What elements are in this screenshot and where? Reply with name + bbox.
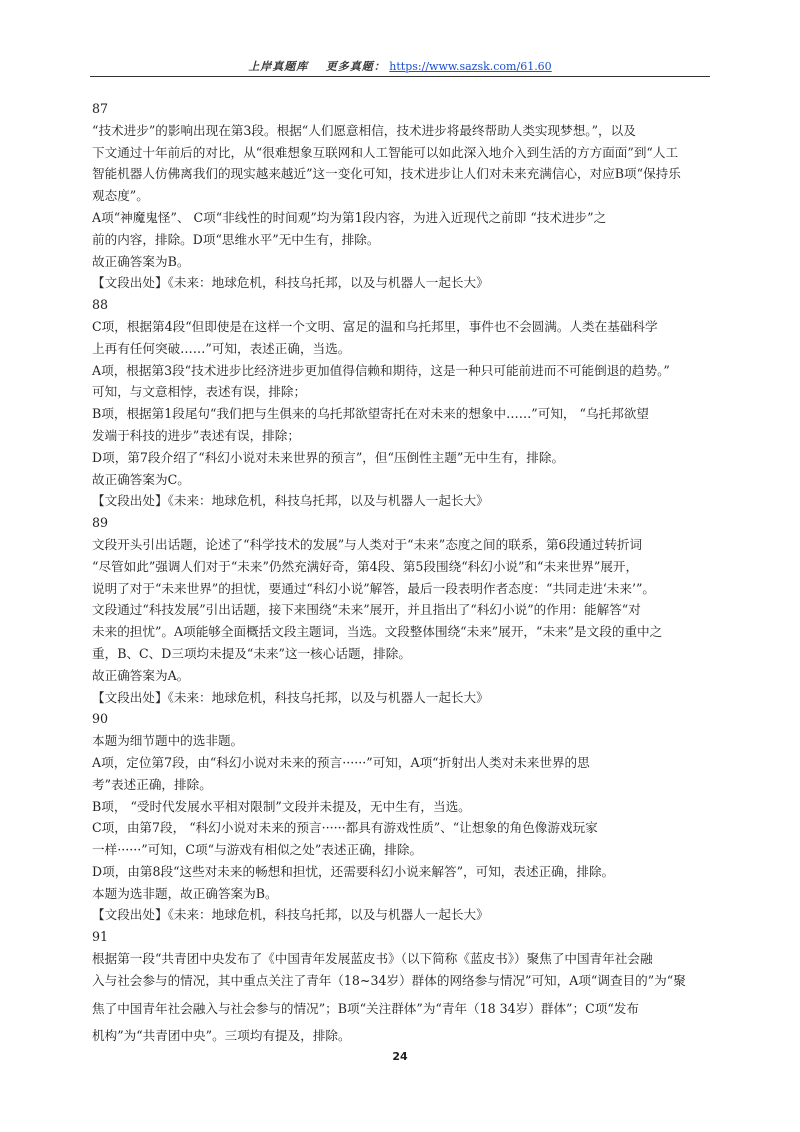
text-line: D项，由第8段“这些对未来的畅想和担忧，还需要科幻小说来解答”，可知，表述正确，排除。 (92, 863, 615, 879)
source-line: 【文段出处】《未来：地球危机，科技乌托邦，以及与机器人一起长大》 (92, 907, 489, 923)
text-line: A项，定位第7段，由“科幻小说对未来的预言······”可知，A项“折射出人类对未来世界的思 (92, 754, 590, 770)
text-line: 未来的担忧”。A项能够全面概括文段主题词，当选。文段整体围绕“未来”展开，“未来”是文段的重中之 (92, 624, 663, 640)
text-line: 机构”为“共青团中央”。三项均有提及，排除。 (92, 1028, 351, 1044)
text-line: 焦了中国青年社会融入与社会参与的情况”；B项“关注群体”为“青年（18 34岁）群体”；C项“发布 (92, 1000, 639, 1016)
text-line: 入与社会参与的情况，其中重点关注了青年（18~34岁）群体的网络参与情况”可知，A项“调查目的”为“聚 (92, 972, 686, 988)
page-number: 24 (392, 1050, 408, 1063)
header-link[interactable]: https://www.sazsk.com/61.60 (389, 60, 552, 73)
source-line: 【文段出处】《未来：地球危机，科技乌托邦，以及与机器人一起长大》 (92, 275, 489, 291)
text-line: 上再有任何突破……”可知，表述正确，当选。 (92, 340, 351, 356)
text-line: A项“神魔鬼怪”、 C项“非线性的时间观”均为第1段内容，为进入近现代之前即 “技术进步”之 (92, 209, 607, 225)
question-number: 91 (92, 929, 109, 945)
text-line: 下文通过十年前后的对比，从“很难想象互联网和人工智能可以如此深入地介入到生活的方方面面”到“人工 (92, 144, 679, 160)
text-line: 说明了对于“未来世界”的担忧，要通过“科幻小说”解答，最后一段表明作者态度：“共同走进‘未来’”。 (92, 580, 655, 596)
text-line: 本题为细节题中的选非题。 (92, 733, 244, 749)
header-brand: 上岸真题库 (248, 60, 309, 73)
header-more-label: 更多真题： (325, 60, 386, 73)
text-line: 文段通过“科技发展”引出话题，接下来围绕“未来”展开，并且指出了“科幻小说”的作用：能解答“对 (92, 602, 641, 618)
question-number: 90 (92, 711, 109, 727)
text-line: C项，由第7段， “科幻小说对未来的预言······都具有游戏性质”、“让想象的角色像游戏玩家 (92, 820, 598, 836)
text-line: A项，根据第3段“技术进步比经济进步更加值得信赖和期待，这是一种只可能前进而不可能倒退的趋势。” (92, 362, 670, 378)
source-line: 【文段出处】《未来：地球危机，科技乌托邦，以及与机器人一起长大》 (92, 689, 489, 705)
text-line: 可知，与文意相悖，表述有误，排除； (92, 384, 307, 400)
text-line: 文段开头引出话题，论述了“科学技术的发展”与人类对于“未来”态度之间的联系，第6段通过转折词 (92, 536, 643, 552)
text-line: 重，B、C、D三项均未提及“未来”这一核心话题，排除。 (92, 645, 411, 661)
text-line: 考”表述正确，排除。 (92, 776, 212, 792)
page-header (90, 58, 710, 77)
question-number: 88 (92, 297, 109, 313)
text-line: 一样······”可知，C项“与游戏有相似之处”表述正确，排除。 (92, 842, 423, 858)
text-line: D项，第7段介绍了“科幻小说对未来世界的预言”，但“压倒性主题”无中生有，排除。 (92, 449, 565, 465)
text-line: 发端于科技的进步”表述有误，排除； (92, 427, 300, 443)
text-line: “尽管如此”强调人们对于“未来”仍然充满好奇，第4段、第5段围绕“科幻小说”和“未来世界”展开， (92, 558, 639, 574)
text-line: 观态度”。 (92, 188, 149, 204)
answer-line: 本题为选非题，故正确答案为B。 (92, 885, 278, 901)
text-line: 智能机器人仿佛离我们的现实越来越近”这一变化可知，技术进步让人们对未来充满信心，对应B项“保持乐 (92, 166, 681, 182)
text-line: B项， “受时代发展水平相对限制”文段并未提及，无中生有，当选。 (92, 798, 471, 814)
answer-line: 故正确答案为A。 (92, 667, 190, 683)
answer-line: 故正确答案为B。 (92, 253, 190, 269)
question-number: 89 (92, 515, 109, 531)
answer-line: 故正确答案为C。 (92, 471, 190, 487)
source-line: 【文段出处】《未来：地球危机，科技乌托邦，以及与机器人一起长大》 (92, 493, 489, 509)
question-number: 87 (92, 101, 109, 116)
text-line: B项，根据第1段尾句“我们把与生俱来的乌托邦欲望寄托在对未来的想象中……”可知， “乌托邦欲望 (92, 406, 649, 422)
text-line: C项，根据第4段“但即使是在这样一个文明、富足的温和乌托邦里，事件也不会圆满。人类在基础科学 (92, 318, 658, 334)
text-line: 根据第一段“共青团中央发布了《中国青年发展蓝皮书》（以下简称《蓝皮书》）聚焦了中国青年社会融 (92, 951, 653, 967)
text-line: 前的内容，排除。D项“思维水平”无中生有，排除。 (92, 231, 380, 247)
document-body (92, 98, 710, 1047)
text-line: “技术进步”的影响出现在第3段。根据“人们愿意相信，技术进步将最终帮助人类实现梦想。”，以及 (92, 122, 636, 138)
